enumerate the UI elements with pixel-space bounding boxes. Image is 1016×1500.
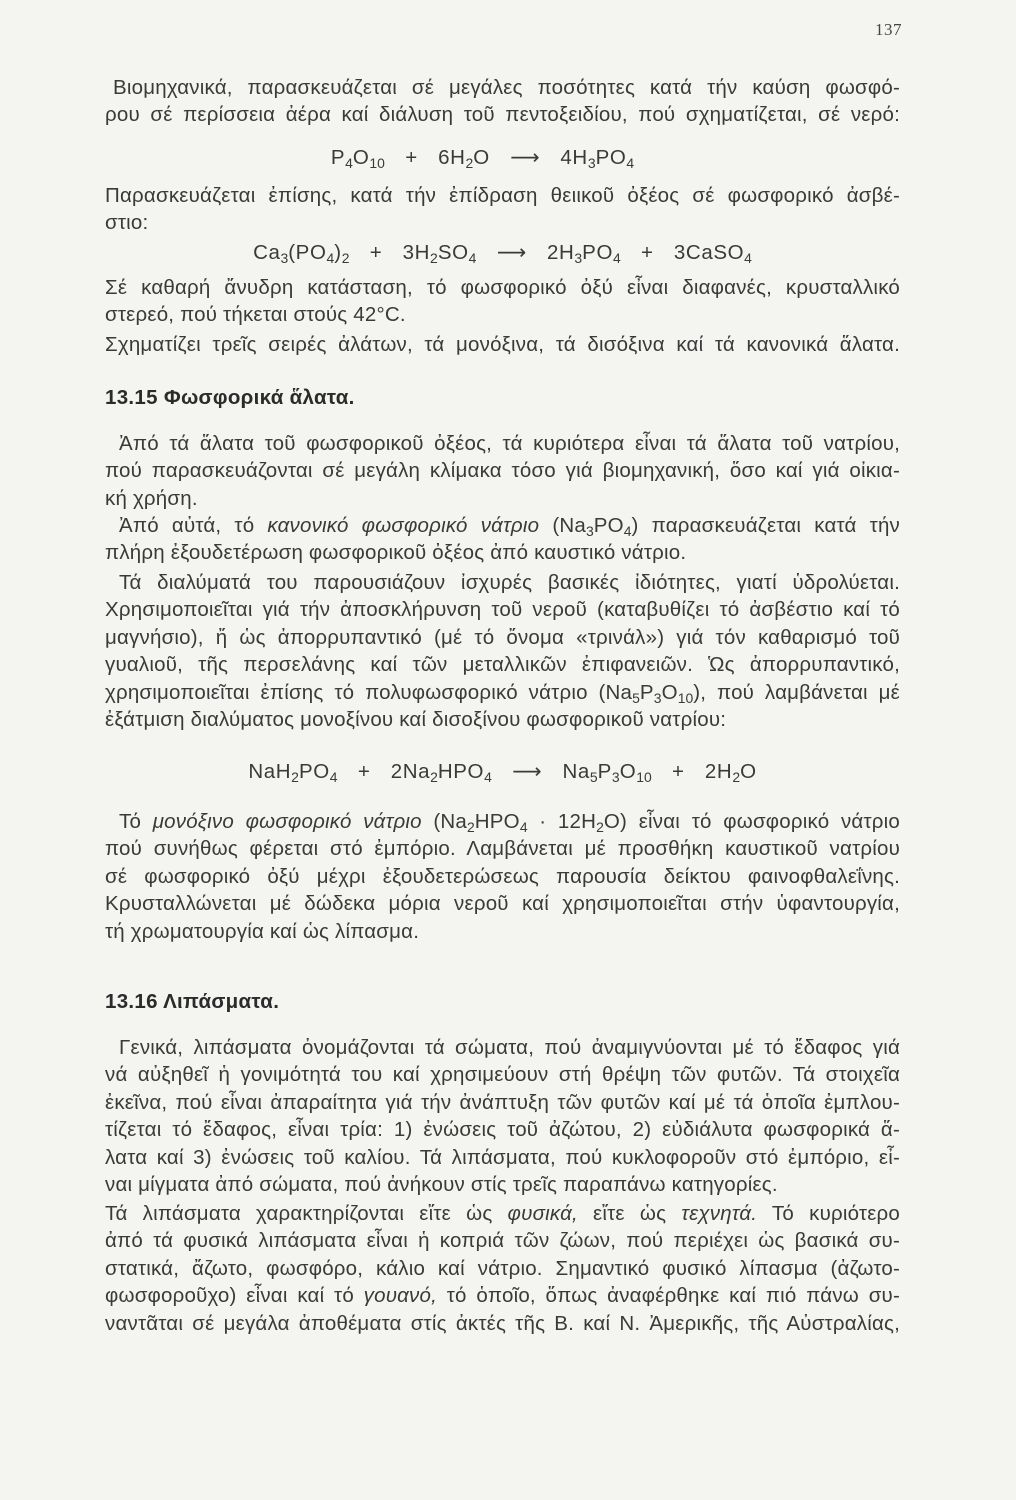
text-line bbox=[105, 430, 900, 457]
italic-term: κανονικό φωσφορικό νάτριο bbox=[267, 514, 540, 537]
text-run: τό ὁποῖο, ὅπως ἀναφέρθηκε καί πιό πάνω συ- bbox=[437, 1284, 900, 1308]
text-run: + 2H bbox=[651, 760, 733, 783]
subscript: 4 bbox=[484, 769, 492, 786]
subscript: 4 bbox=[468, 250, 477, 267]
subscript: 4 bbox=[345, 155, 353, 172]
text-run: Τό κυριότερο bbox=[757, 1202, 901, 1225]
section-heading-fertilizers bbox=[105, 988, 900, 1015]
paragraph-natural-fertilizers bbox=[105, 1200, 900, 1337]
text-run: P bbox=[330, 146, 346, 169]
text-run: στατικά, ἄζωτο, φωσφόρο, κάλιο καί νάτριο. Σημαντικό φυσικό λίπασμα (ἀζωτο- bbox=[105, 1256, 900, 1280]
subscript: 4 bbox=[613, 250, 621, 267]
text-run: Ca bbox=[253, 241, 281, 264]
text-run: (Na bbox=[421, 810, 468, 833]
text-line bbox=[105, 918, 900, 945]
text-run: ναντᾶται σέ μεγάλα ἀποθέματα στίς ἀκτές τῆς Β. καί Ν. Ἀμερικῆς, τῆς Αὐστραλίας, bbox=[105, 1311, 900, 1335]
paragraph-lab-preparation bbox=[105, 182, 900, 237]
text-run: + 3CaSO bbox=[620, 241, 745, 264]
subscript: 2 bbox=[465, 155, 474, 172]
paragraph-fertilizers-general bbox=[105, 1034, 900, 1198]
text-line bbox=[105, 182, 900, 209]
text-run: + 6H bbox=[384, 146, 466, 169]
text-run: O bbox=[740, 760, 757, 783]
text-line bbox=[105, 301, 900, 328]
subscript: 10 bbox=[677, 689, 694, 706]
text-line bbox=[105, 457, 900, 484]
text-line bbox=[105, 706, 900, 733]
text-run: λατα καί 3) ἐνώσεις τοῦ καλίου. Τά λιπάσματα, πού κυκλοφοροῦν στό ἐμπόριο, εἶ- bbox=[105, 1145, 900, 1169]
text-run: O bbox=[352, 146, 370, 169]
text-run: + 3H bbox=[349, 241, 431, 264]
text-line bbox=[105, 209, 900, 236]
equation-pentoxide-hydration bbox=[105, 144, 900, 171]
subscript: 2 bbox=[430, 769, 438, 786]
section-heading-phosphate-salts bbox=[105, 384, 900, 411]
text-run: (Na bbox=[539, 514, 586, 537]
text-run: φωσφοροῦχο) εἶναι καί τό bbox=[105, 1284, 364, 1308]
text-run: O) εἶναι τό φωσφορικό νάτριο bbox=[603, 810, 900, 833]
subscript: 3 bbox=[574, 250, 583, 267]
subscript: 3 bbox=[611, 769, 620, 786]
italic-term: γουανό, bbox=[363, 1284, 438, 1308]
text-run: ) bbox=[334, 241, 342, 264]
subscript: 2 bbox=[467, 819, 475, 836]
text-line bbox=[105, 835, 900, 862]
text-run: πλήρη ἐξουδετέρωση φωσφορικοῦ ὀξέος ἀπό καυστικό νάτριο. bbox=[105, 541, 687, 565]
text-line bbox=[105, 274, 900, 301]
subscript: 5 bbox=[589, 769, 598, 786]
text-run: Σέ καθαρή ἄνυδρη κατάσταση, τό φωσφορικό ὀξύ εἶναι διαφανές, κρυσταλλικό bbox=[105, 276, 900, 299]
text-line bbox=[105, 101, 900, 128]
text-run: Τό bbox=[119, 810, 153, 833]
text-line bbox=[105, 1144, 900, 1171]
text-run: HPO bbox=[437, 760, 485, 783]
subscript: 3 bbox=[585, 523, 594, 540]
text-run: στερεό, πού τήκεται στούς 42°C. bbox=[105, 303, 406, 327]
text-run: ἐκεῖνα, πού εἶναι ἀπαραίτητα γιά τήν ἀνάπτυξη τῶν φυτῶν καί μέ τά ὁποῖα ἐμπλου- bbox=[105, 1090, 900, 1114]
subscript: 4 bbox=[519, 819, 528, 836]
text-run: PO bbox=[593, 514, 624, 537]
paragraph-disodium-phosphate bbox=[105, 808, 900, 945]
text-run: τίζεται τό ἔδαφος, εἶναι τρία: 1) ἐνώσεις τοῦ ἀζώτου, 2) εὐδιάλυτα φωσφορικά ἅ- bbox=[105, 1118, 900, 1142]
text-run: Σχηματίζει τρεῖς σειρές ἀλάτων, τά μονόξινα, τά δισόξινα καί τά κανονικά ἅλατα. bbox=[105, 333, 900, 356]
text-run: Γενικά, λιπάσματα ὀνομάζονται τά σώματα, πού ἀναμιγνύονται μέ τό ἔδαφος γιά bbox=[119, 1036, 900, 1059]
text-run: PO bbox=[582, 241, 613, 264]
text-run: PO bbox=[298, 760, 330, 783]
text-line bbox=[105, 331, 900, 358]
subscript: 5 bbox=[632, 689, 640, 706]
subscript: 4 bbox=[626, 155, 635, 172]
subscript: 4 bbox=[329, 769, 338, 786]
text-run: νά αὐξηθεῖ ἡ γονιμότητά του καί χρησιμεύουν στή θρέψη τῶν φυτῶν. Τά στοιχεῖα bbox=[105, 1063, 900, 1087]
subscript: 3 bbox=[280, 250, 289, 267]
text-run: ), πού λαμβάνεται μέ bbox=[693, 680, 900, 704]
paragraph-physical-properties bbox=[105, 274, 900, 329]
text-line bbox=[105, 651, 900, 678]
text-line bbox=[105, 1116, 900, 1143]
text-line bbox=[105, 1089, 900, 1116]
page-number: 137 bbox=[875, 20, 902, 39]
text-line bbox=[105, 74, 900, 101]
text-run: στιο: bbox=[105, 211, 149, 235]
text-run: πού συνήθως φέρεται στό ἐμπόριο. Λαμβάνεται μέ προσθήκη καυστικοῦ νατρίου bbox=[105, 837, 900, 861]
text-run: HPO bbox=[474, 810, 520, 833]
text-line bbox=[105, 1282, 900, 1309]
subscript: 4 bbox=[326, 250, 335, 267]
text-line bbox=[105, 863, 900, 890]
subscript: 2 bbox=[430, 250, 438, 267]
paragraph-salt-series bbox=[105, 331, 900, 358]
text-run: κή χρήση. bbox=[105, 486, 198, 510]
text-run: PO bbox=[595, 146, 627, 169]
text-run: ρου σέ περίσσεια ἀέρα καί διάλυση τοῦ πεντοξειδίου, πού σχηματίζεται, σέ νερό: bbox=[105, 103, 900, 127]
paragraph-industrial-preparation bbox=[105, 74, 900, 129]
text-run: Χρησιμοποιεῖται γιά τήν ἀποσκλήρυνση τοῦ νεροῦ (καταβυθίζει τό ἀσβέστιο καί τό bbox=[105, 598, 900, 622]
text-run: σέ φωσφορικό ὀξύ μέχρι ἐξουδετερώσεως παρουσία δείκτου φαινοφθαλεΐνης. bbox=[105, 864, 900, 888]
text-line bbox=[105, 485, 900, 512]
text-run: O bbox=[661, 680, 678, 704]
text-run: ) παρασκευάζεται κατά τήν bbox=[631, 514, 901, 537]
text-line bbox=[105, 1227, 900, 1254]
equation-sodium-polyphosphate bbox=[105, 758, 900, 785]
section-title: Φωσφορικά ἅλατα. bbox=[163, 386, 355, 409]
italic-term: τεχνητά. bbox=[681, 1202, 758, 1225]
text-run: O bbox=[619, 760, 637, 783]
subscript: 2 bbox=[732, 769, 741, 786]
text-run: εἴτε ὡς bbox=[577, 1202, 682, 1225]
text-line bbox=[105, 596, 900, 623]
text-run: · 12H bbox=[527, 810, 597, 833]
subscript: 10 bbox=[369, 155, 385, 172]
text-run: + 2Na bbox=[337, 760, 431, 783]
subscript: 2 bbox=[291, 769, 299, 786]
italic-term: μονόξινο φωσφορικό νάτριο bbox=[152, 810, 422, 833]
text-line bbox=[105, 239, 900, 266]
equation-calcium-phosphate-reaction bbox=[105, 239, 900, 266]
subscript: 10 bbox=[636, 769, 652, 786]
text-run: (PO bbox=[288, 241, 327, 264]
text-run: Ἀπό αὐτά, τό bbox=[119, 514, 268, 537]
text-line bbox=[105, 758, 900, 785]
text-run: Βιομηχανικά, παρασκευάζεται σέ μεγάλες ποσότητες κατά τήν καύση φωσφό- bbox=[113, 76, 900, 99]
text-line bbox=[105, 1310, 900, 1337]
text-run: P bbox=[639, 680, 654, 704]
text-line bbox=[105, 144, 860, 171]
text-line bbox=[105, 624, 900, 651]
text-run: χρησιμοποιεῖται ἐπίσης τό πολυφωσφορικό νάτριο (Na bbox=[105, 680, 633, 704]
text-line bbox=[105, 539, 900, 566]
text-run: Παρασκευάζεται ἐπίσης, κατά τήν ἐπίδραση θειικοῦ ὀξέος σέ φωσφορικό ἀσβέ- bbox=[105, 184, 900, 207]
text-run: ⟶ 2H bbox=[476, 241, 575, 264]
text-run: γυαλιοῦ, τῆς περσελάνης καί τῶν μεταλλικῶν ἐπιφανειῶν. Ὡς ἀπορρυπαντικό, bbox=[105, 653, 900, 677]
text-run: SO bbox=[437, 241, 469, 264]
section-number: 13.15 bbox=[105, 386, 158, 409]
subscript: 2 bbox=[596, 819, 604, 836]
text-line bbox=[105, 679, 900, 706]
text-line bbox=[105, 1061, 900, 1088]
text-line bbox=[105, 1255, 900, 1282]
text-run: NaH bbox=[248, 760, 292, 783]
text-line bbox=[105, 569, 900, 596]
text-run: Τά διαλύματά του παρουσιάζουν ἰσχυρές βασικές ἰδιότητες, γιατί ὑδρολύεται. bbox=[119, 571, 900, 594]
text-run: ἀπό τά φυσικά λιπάσματα εἶναι ἡ κοπριά τῶν ζώων, πού περιέχει ὡς βασικά συ- bbox=[105, 1229, 900, 1253]
subscript: 3 bbox=[587, 155, 596, 172]
subscript: 3 bbox=[653, 689, 662, 706]
paragraph-sodium-salts bbox=[105, 430, 900, 512]
text-run: Ἀπό τά ἅλατα τοῦ φωσφορικοῦ ὀξέος, τά κυριότερα εἶναι τά ἅλατα τοῦ νατρίου, bbox=[119, 432, 900, 455]
text-run: μαγνήσιο), ἤ ὡς ἀπορρυπαντικό (μέ τό ὄνομα «τρινάλ») γιά τόν καθαρισμό τοῦ bbox=[105, 625, 900, 649]
text-line bbox=[105, 1034, 900, 1061]
text-line bbox=[105, 512, 900, 539]
text-line bbox=[105, 1171, 900, 1198]
text-run: Τά λιπάσματα χαρακτηρίζονται εἴτε ὡς bbox=[105, 1202, 508, 1225]
italic-term: φυσικά, bbox=[507, 1202, 578, 1225]
text-run: πού παρασκευάζονται σέ μεγάλη κλίμακα τόσο γιά βιομηχανική, ὅσο καί γιά οἰκια- bbox=[105, 459, 900, 483]
text-run: Κρυσταλλώνεται μέ δώδεκα μόρια νεροῦ καί χρησιμοποιεῖται στήν ὑφαντουργία, bbox=[105, 892, 900, 916]
text-run: O ⟶ 4H bbox=[473, 146, 588, 169]
text-run: τή χρωματουργία καί ὡς λίπασμα. bbox=[105, 919, 420, 943]
section-number: 13.16 bbox=[105, 990, 158, 1013]
paragraph-uses bbox=[105, 569, 900, 733]
text-line bbox=[105, 808, 900, 835]
text-line bbox=[105, 1200, 900, 1227]
text-run: ἐξάτμιση διαλύματος μονοξίνου καί δισοξίνου φωσφορικοῦ νατρίου: bbox=[105, 708, 727, 732]
text-line bbox=[105, 890, 900, 917]
subscript: 4 bbox=[623, 523, 632, 540]
text-run: ναι μίγματα ἀπό σώματα, πού ἀνήκουν στίς τρεῖς παραπάνω κατηγορίες. bbox=[105, 1173, 778, 1197]
section-title: Λιπάσματα. bbox=[163, 990, 280, 1013]
subscript: 2 bbox=[341, 250, 350, 267]
text-run: P bbox=[597, 760, 612, 783]
text-run: ⟶ Na bbox=[491, 760, 590, 783]
subscript: 4 bbox=[744, 250, 752, 267]
paragraph-trisodium-phosphate bbox=[105, 512, 900, 567]
